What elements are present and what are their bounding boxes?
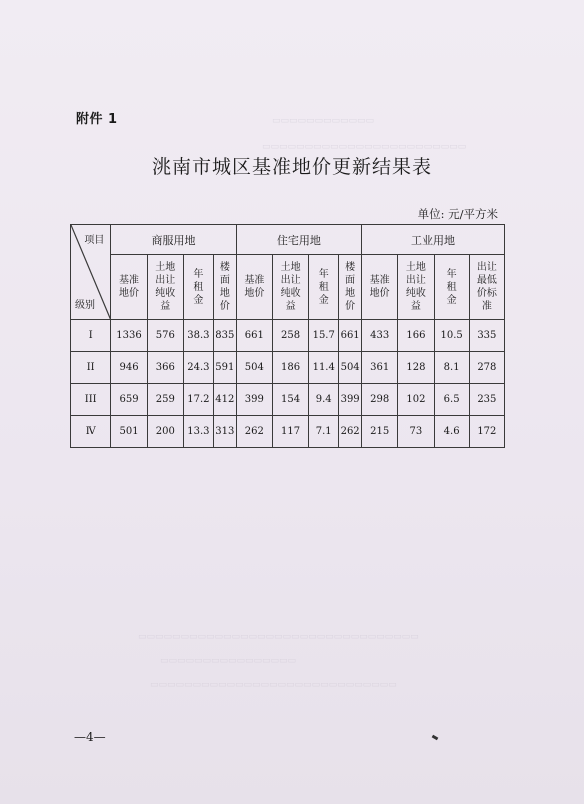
table-cell: 172 xyxy=(469,416,504,448)
table-cell: 501 xyxy=(111,416,147,448)
attachment-label: 附件 1 xyxy=(76,112,118,127)
column-header xyxy=(183,255,213,320)
table-cell: 399 xyxy=(236,384,272,416)
column-header-text: 楼 面 地 价 xyxy=(345,262,356,312)
bleed-through-text: ▭▭▭▭▭▭▭▭▭▭▭▭▭▭▭▭▭▭▭▭▭▭▭▭▭▭▭▭▭ xyxy=(150,680,397,690)
group-header-commercial: 商服用地 xyxy=(111,225,236,255)
table-cell: 298 xyxy=(362,384,398,416)
table-row xyxy=(71,416,505,448)
table-cell: 946 xyxy=(111,352,147,384)
table-cell: 576 xyxy=(147,320,183,352)
column-header xyxy=(213,255,236,320)
level-cell: II xyxy=(71,352,111,384)
column-header-text: 年 租 金 xyxy=(318,268,329,306)
table-cell: 659 xyxy=(111,384,147,416)
column-header-text: 年 租 金 xyxy=(193,268,204,306)
page-title: 洮南市城区基准地价更新结果表 xyxy=(151,156,432,178)
table-cell: 8.1 xyxy=(434,352,469,384)
group-header-industrial: 工业用地 xyxy=(362,225,505,255)
bleed-through-text: ▭▭▭▭▭▭▭▭▭▭▭▭▭▭▭▭ xyxy=(160,656,297,666)
corner-level-label: 级别 xyxy=(75,300,95,311)
column-header xyxy=(236,255,272,320)
column-header-text: 土地 出让 纯收 益 xyxy=(405,262,426,312)
table-row xyxy=(71,352,505,384)
table-cell: 1336 xyxy=(111,320,147,352)
table-cell: 835 xyxy=(213,320,236,352)
column-header-text: 出让 最低 价标 准 xyxy=(476,262,497,312)
table-cell: 38.3 xyxy=(183,320,213,352)
table-cell: 591 xyxy=(213,352,236,384)
table-cell: 102 xyxy=(398,384,434,416)
table-cell: 10.5 xyxy=(434,320,469,352)
table-cell: 4.6 xyxy=(434,416,469,448)
table-cell: 313 xyxy=(213,416,236,448)
table-cell: 361 xyxy=(362,352,398,384)
table-cell: 166 xyxy=(398,320,434,352)
table-cell: 6.5 xyxy=(434,384,469,416)
unit-label: 单位: 元/平方米 xyxy=(417,207,498,221)
table-cell: 399 xyxy=(339,384,362,416)
column-header xyxy=(111,255,147,320)
column-header xyxy=(362,255,398,320)
level-cell: Ⅳ xyxy=(71,416,111,448)
table-cell: 24.3 xyxy=(183,352,213,384)
column-header-text: 楼 面 地 价 xyxy=(219,262,230,312)
column-header xyxy=(339,255,362,320)
bleed-through-text: ▭▭▭▭▭▭▭▭▭▭▭▭ xyxy=(272,116,375,126)
table-cell: 154 xyxy=(272,384,308,416)
table-cell: 335 xyxy=(469,320,504,352)
table-cell: 7.1 xyxy=(309,416,339,448)
column-header xyxy=(434,255,469,320)
column-header-text: 土地 出让 纯收 益 xyxy=(280,262,301,312)
table-cell: 215 xyxy=(362,416,398,448)
table-cell: 73 xyxy=(398,416,434,448)
table-cell: 433 xyxy=(362,320,398,352)
column-header-text: 基准 地价 xyxy=(119,275,140,299)
column-header xyxy=(309,255,339,320)
table-row xyxy=(71,320,505,352)
table-cell: 504 xyxy=(339,352,362,384)
table-cell: 278 xyxy=(469,352,504,384)
table-cell: 366 xyxy=(147,352,183,384)
table-cell: 259 xyxy=(147,384,183,416)
corner-item-label: 项目 xyxy=(84,235,105,246)
column-header xyxy=(272,255,308,320)
column-header-text: 年 租 金 xyxy=(446,268,457,306)
column-header-text: 基准 地价 xyxy=(369,275,390,299)
table-cell: 661 xyxy=(339,320,362,352)
table-cell: 200 xyxy=(147,416,183,448)
column-header-text: 土地 出让 纯收 益 xyxy=(155,262,176,312)
column-header xyxy=(469,255,504,320)
table-cell: 128 xyxy=(398,352,434,384)
table-cell: 258 xyxy=(272,320,308,352)
table-cell: 186 xyxy=(272,352,308,384)
table-row xyxy=(71,384,505,416)
table-cell: 15.7 xyxy=(309,320,339,352)
group-header-residential: 住宅用地 xyxy=(236,225,361,255)
column-header xyxy=(147,255,183,320)
bleed-through-text: ▭▭▭▭▭▭▭▭▭▭▭▭▭▭▭▭▭▭▭▭▭▭▭▭ xyxy=(262,142,467,152)
table-sub-header-row xyxy=(71,255,505,320)
table-cell: 9.4 xyxy=(309,384,339,416)
table-corner-cell xyxy=(71,225,111,320)
column-header xyxy=(398,255,434,320)
land-price-table xyxy=(70,224,505,448)
column-header-text: 基准 地价 xyxy=(244,275,265,299)
table-cell: 262 xyxy=(236,416,272,448)
table-cell: 262 xyxy=(339,416,362,448)
level-cell: III xyxy=(71,384,111,416)
table-group-header-row xyxy=(71,225,505,255)
scan-mark xyxy=(432,735,439,741)
table-cell: 13.3 xyxy=(183,416,213,448)
table-cell: 17.2 xyxy=(183,384,213,416)
bleed-through-text: ▭▭▭▭▭▭▭▭▭▭▭▭▭▭▭▭▭▭▭▭▭▭▭▭▭▭▭▭▭▭▭▭▭ xyxy=(138,632,419,642)
table-cell: 235 xyxy=(469,384,504,416)
table-cell: 117 xyxy=(272,416,308,448)
table-cell: 504 xyxy=(236,352,272,384)
page-number: —4— xyxy=(74,730,106,744)
table-cell: 412 xyxy=(213,384,236,416)
table-cell: 11.4 xyxy=(309,352,339,384)
table-cell: 661 xyxy=(236,320,272,352)
level-cell: I xyxy=(71,320,111,352)
